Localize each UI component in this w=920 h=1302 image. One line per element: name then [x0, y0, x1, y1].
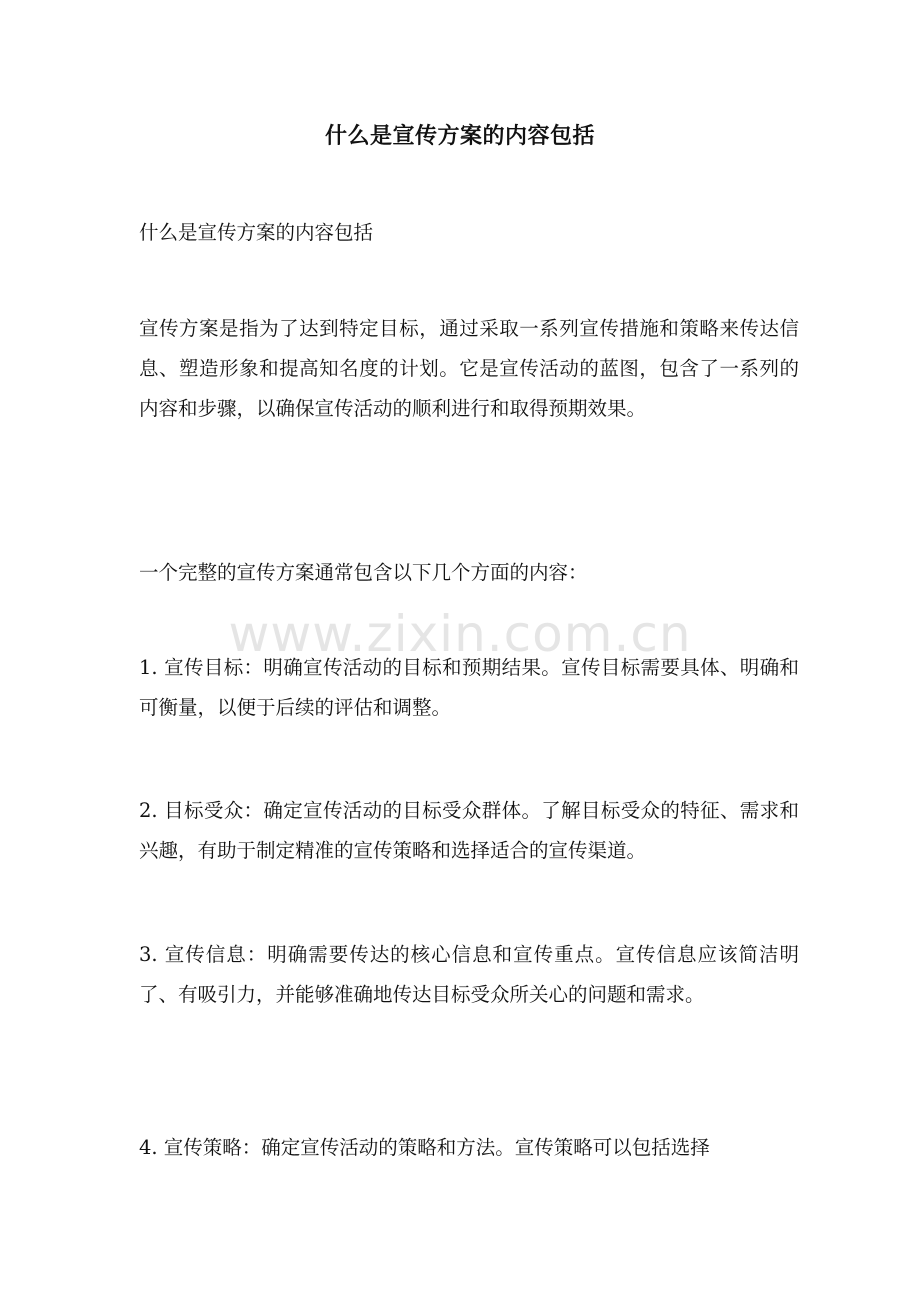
list-item-audience: 2. 目标受众：确定宣传活动的目标受众群体。了解目标受众的特征、需求和兴趣，有助于制定精准的宣传策略和选择适合的宣传渠道。 — [139, 799, 799, 862]
document-subtitle: 什么是宣传方案的内容包括 — [139, 221, 374, 244]
watermark: www.zixin.com.cn — [228, 605, 692, 663]
intro-paragraph: 宣传方案是指为了达到特定目标，通过采取一系列宣传措施和策略来传达信息、塑造形象和提高知名度的计划。它是宣传活动的蓝图，包含了一系列的内容和步骤，以确保宣传活动的顺利进行和取得预期效果。 — [139, 317, 799, 420]
list-item-strategy: 4. 宣传策略：确定宣传活动的策略和方法。宣传策略可以包括选择 — [139, 1136, 710, 1159]
list-item-message: 3. 宣传信息：明确需要传达的核心信息和宣传重点。宣传信息应该简洁明了、有吸引力，并能够准确地传达目标受众所关心的问题和需求。 — [139, 943, 799, 1006]
list-item-goal: 1. 宣传目标：明确宣传活动的目标和预期结果。宣传目标需要具体、明确和可衡量，以便于后续的评估和调整。 — [139, 656, 799, 719]
lead-paragraph: 一个完整的宣传方案通常包含以下几个方面的内容： — [139, 561, 588, 584]
document-title: 什么是宣传方案的内容包括 — [324, 123, 595, 149]
